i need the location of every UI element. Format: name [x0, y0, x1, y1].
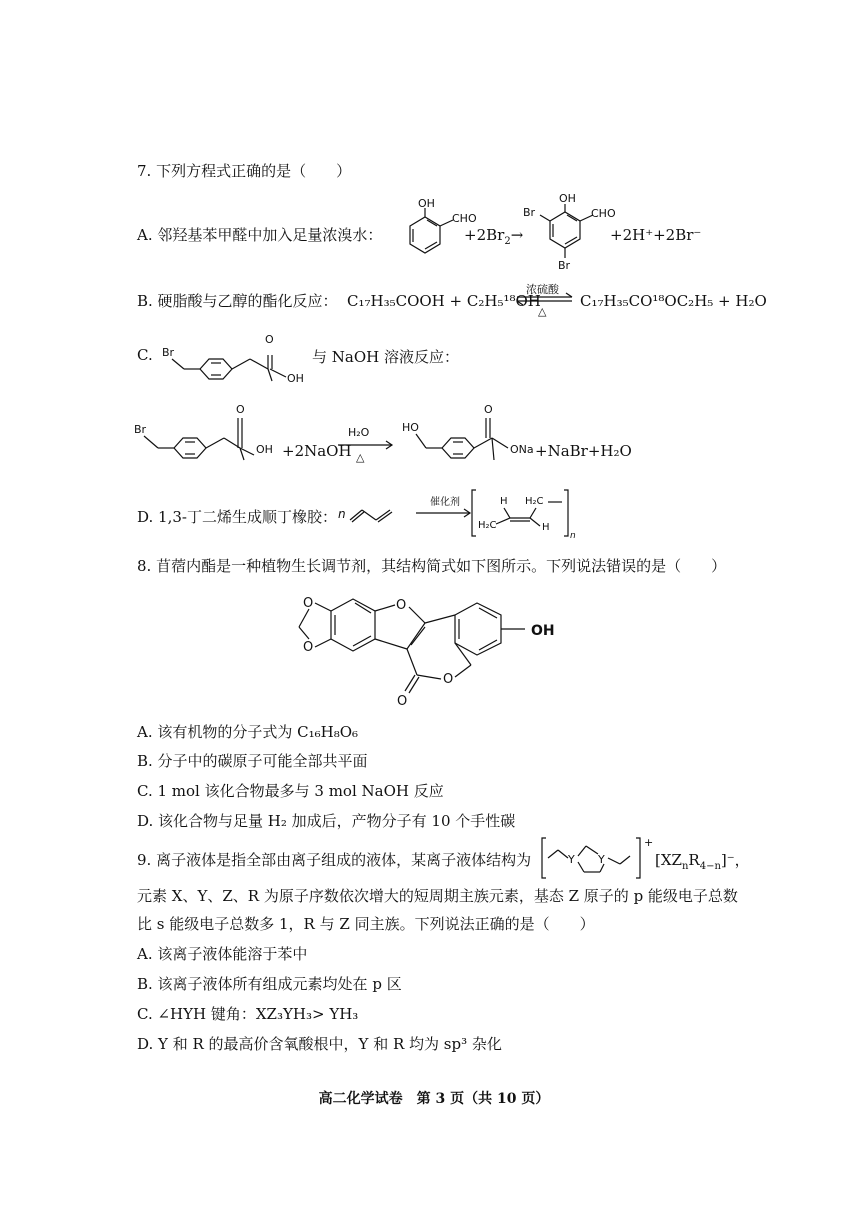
oh-label: OH	[531, 623, 555, 639]
cho-label: CHO	[452, 212, 477, 225]
q9-option-a: A. 该离子液体能溶于苯中	[137, 945, 308, 963]
q9-option-b: B. 该离子液体所有组成元素均处在 p 区	[137, 975, 402, 993]
catalyst-label: 催化剂	[430, 497, 460, 508]
cho-label: CHO	[591, 207, 616, 220]
q9-anion: $[XZ_nR_{4-n}]^-$，	[655, 851, 750, 872]
h2c-label: H₂C	[478, 520, 497, 531]
cis-polybutadiene-structure	[470, 488, 575, 540]
q9-line3: 比 s 能级电子总数多 1，R 与 Z 同主族。下列说法正确的是（ ）	[137, 915, 595, 933]
o-label: O	[396, 598, 407, 613]
h-label: H	[542, 522, 550, 533]
h2c-label: H₂C	[525, 496, 544, 507]
br-label-bottom: Br	[558, 259, 571, 272]
o-label: O	[443, 672, 454, 687]
oh-label: OH	[559, 192, 576, 205]
h-label: H	[500, 496, 508, 507]
q7-option-a-text: A. 邻羟基苯甲醛中加入足量浓溴水：	[137, 226, 383, 244]
q9-option-d: D. Y 和 R 的最高价含氧酸根中，Y 和 R 均为 sp³ 杂化	[137, 1035, 502, 1053]
q9-line2: 元素 X、Y、Z、R 为原子序数依次增大的短周期主族元素，基态 Z 原子的 p 能级电子总数	[137, 887, 738, 905]
q7-c-suffix: 与 NaOH 溶液反应：	[312, 348, 459, 366]
q7-d-arrow	[414, 495, 474, 525]
o-label: O	[303, 640, 314, 655]
o-label: O	[303, 596, 314, 611]
q9-option-c: C. ∠HYH 键角：XZ₃YH₃> YH₃	[137, 1005, 359, 1023]
o-label: O	[265, 333, 274, 346]
oh-label: OH	[256, 443, 273, 456]
coumestrol-derivative-structure	[295, 583, 585, 708]
q8-title: 8. 苜蓿内酯是一种植物生长调节剂，其结构简式如下图所示。下列说法错误的是（ ）	[137, 557, 727, 575]
q7-c-plus-naoh: +2NaOH	[282, 442, 352, 460]
oh-label: OH	[418, 197, 435, 210]
q7-b-reversible-arrow	[514, 283, 576, 319]
oh-label: OH	[287, 372, 304, 385]
q9-line1: 9. 离子液体是指全部由离子组成的液体，某离子液体结构为	[137, 851, 532, 869]
page-footer: 高二化学试卷 第 3 页（共 10 页）	[318, 1091, 550, 1107]
br-label: Br	[162, 346, 175, 359]
y-label: Y	[568, 853, 575, 866]
q7-b-products: C₁₇H₃₅CO¹⁸OC₂H₅ + H₂O	[580, 292, 767, 310]
q7-a-products: +2H⁺+2Br⁻	[610, 226, 702, 244]
q7-c-reactant-structure-2	[130, 400, 280, 470]
q8-option-a: A. 该有机物的分子式为 C₁₆H₈O₆	[137, 723, 359, 741]
heat-label: △	[538, 305, 547, 318]
q7-c-products: +NaBr+H₂O	[535, 442, 632, 460]
q8-option-b: B. 分子中的碳原子可能全部共平面	[137, 752, 368, 770]
brominated-product-structure	[520, 188, 615, 273]
br-label: Br	[134, 423, 147, 436]
q7-c-reactant-structure	[160, 325, 310, 390]
o-label: O	[484, 403, 493, 416]
charge-plus: +	[644, 836, 654, 849]
y-label: Y	[598, 853, 605, 866]
q7-option-b-text: B. 硬脂酸与乙醇的酯化反应：	[137, 292, 338, 310]
q8-option-c: C. 1 mol 该化合物最多与 3 mol NaOH 反应	[137, 782, 444, 800]
q7-b-reactants: C₁₇H₃₅COOH + C₂H₅¹⁸OH	[347, 292, 541, 310]
o-label: O	[397, 694, 408, 709]
br-label-left: Br	[523, 206, 536, 219]
ona-label: ONa	[510, 443, 534, 456]
h2o-label: H₂O	[348, 426, 370, 439]
q7-title: 7. 下列方程式正确的是（ ）	[137, 162, 352, 180]
q7-c-product-structure	[398, 400, 548, 470]
q8-option-d: D. 该化合物与足量 H₂ 加成后，产物分子有 10 个手性碳	[137, 812, 516, 830]
subscript-n: n	[570, 531, 576, 541]
o-label: O	[236, 403, 245, 416]
imidazolium-cation-structure	[540, 836, 658, 882]
q7-c-arrow	[336, 425, 396, 467]
ho-label: HO	[402, 421, 419, 434]
n-label: n	[338, 507, 346, 521]
q7-option-c-text: C.	[137, 346, 153, 364]
butadiene-structure	[336, 498, 416, 528]
heat-label: △	[356, 451, 365, 464]
q7-a-plus-br2: $+2Br_2\to$	[464, 226, 524, 247]
salicylaldehyde-structure	[385, 196, 477, 266]
q7-option-d-text: D. 1,3-丁二烯生成顺丁橡胶：	[137, 508, 337, 526]
catalyst-label: 浓硫酸	[526, 283, 559, 296]
